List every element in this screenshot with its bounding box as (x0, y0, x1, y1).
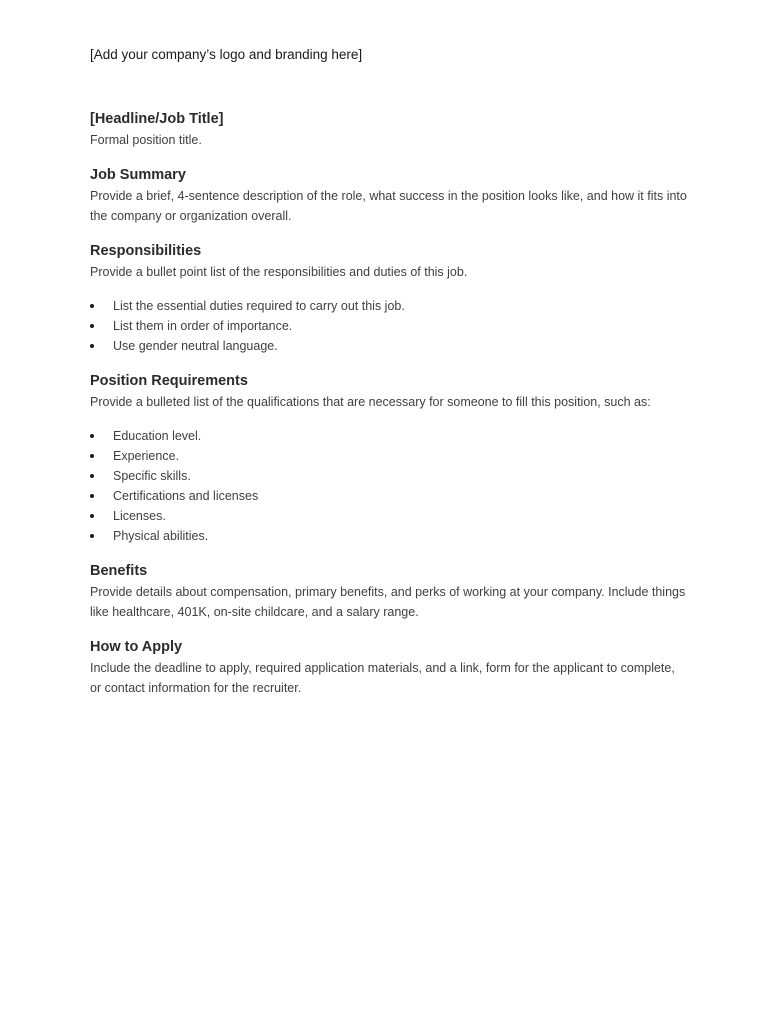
list-item (90, 486, 688, 506)
list-item-text: Education level. (113, 429, 202, 443)
bullet-icon (90, 534, 94, 538)
list-item (90, 446, 688, 466)
benefits-heading: Benefits (90, 563, 148, 579)
list-item-text: Specific skills. (113, 469, 191, 483)
bullet-icon (90, 494, 94, 498)
bullet-icon (90, 514, 94, 518)
list-item-text: Experience. (113, 449, 180, 463)
requirements-heading: Position Requirements (90, 373, 248, 389)
list-item (90, 316, 688, 336)
job-summary-text: Provide a brief, 4-sentence description of the role, what success in the position looks like, and how it fits into the company or organization overall. (90, 189, 687, 223)
list-item-text: List them in order of importance. (113, 319, 293, 333)
list-item (90, 466, 688, 486)
bullet-icon (90, 434, 94, 438)
bullet-icon (90, 324, 94, 328)
list-item (90, 506, 688, 526)
requirements-list (90, 426, 688, 546)
list-item-text: List the essential duties required to carry out this job. (113, 299, 405, 313)
headline-description: Formal position title. (90, 133, 202, 147)
responsibilities-heading: Responsibilities (90, 243, 202, 259)
list-item (90, 336, 688, 356)
bullet-icon (90, 304, 94, 308)
responsibilities-list (90, 296, 688, 356)
list-item (90, 526, 688, 546)
branding-placeholder: [Add your company’s logo and branding here] (90, 47, 363, 62)
bullet-icon (90, 454, 94, 458)
list-item-text: Certifications and licenses (113, 489, 259, 503)
benefits-text: Provide details about compensation, primary benefits, and perks of working at your company. Include things like healthcare, 401K, on-site childcare, and a salary range. (90, 585, 686, 619)
list-item (90, 296, 688, 316)
list-item (90, 426, 688, 446)
headline-title: [Headline/Job Title] (90, 111, 224, 127)
how-to-apply-text: Include the deadline to apply, required application materials, and a link, form for the applicant to complete, or contact information for the recruiter. (90, 661, 675, 695)
list-item-text: Use gender neutral language. (113, 339, 278, 353)
how-to-apply-heading: How to Apply (90, 639, 183, 655)
job-summary-heading: Job Summary (90, 167, 186, 183)
list-item-text: Licenses. (113, 509, 166, 523)
list-item-text: Physical abilities. (113, 529, 209, 543)
bullet-icon (90, 344, 94, 348)
responsibilities-text: Provide a bullet point list of the responsibilities and duties of this job. (90, 265, 468, 279)
bullet-icon (90, 474, 94, 478)
requirements-text: Provide a bulleted list of the qualifications that are necessary for someone to fill this position, such as: (90, 395, 651, 409)
